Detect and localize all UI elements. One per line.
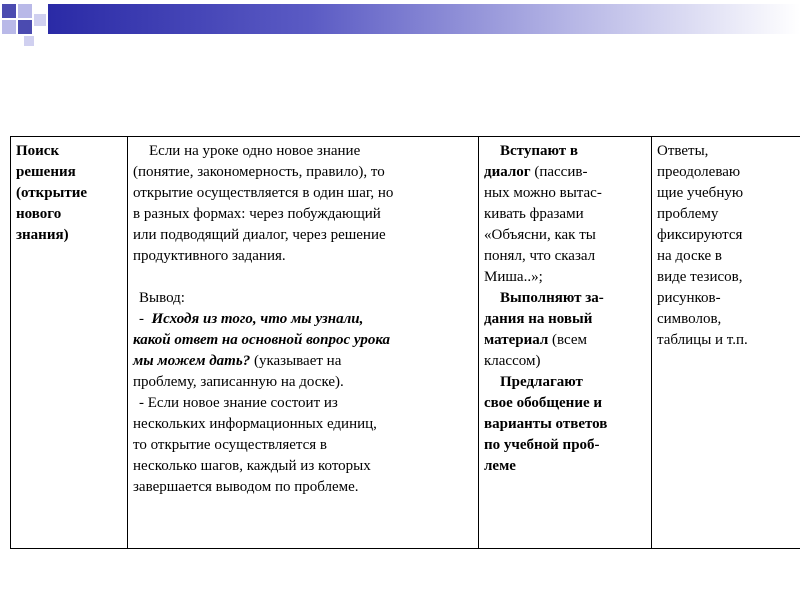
text-line: проблему <box>657 206 719 222</box>
header-gradient-bar <box>48 4 800 34</box>
table-row <box>11 137 800 549</box>
text-line: «Объясни, как ты <box>484 227 596 243</box>
decorative-square-dark <box>2 4 16 18</box>
text-line: Предлагают <box>500 374 583 390</box>
student-actions-cell <box>479 137 652 549</box>
decorative-square-light <box>18 4 32 18</box>
text-line: понял, что сказал <box>484 248 596 264</box>
text-line: или подводящий диалог, через решение <box>133 227 386 243</box>
question-text: мы можем дать? <box>133 353 251 369</box>
bold-text: материал <box>484 332 549 348</box>
text-line: ных можно вытас- <box>484 185 602 201</box>
stage-line: решения <box>16 164 76 180</box>
dash: - <box>139 311 144 327</box>
text-line: проблему, записанную на доске). <box>133 374 344 390</box>
question-line <box>133 309 473 330</box>
stage-line: нового <box>16 206 62 222</box>
text-line: завершается выводом по проблеме. <box>133 479 359 495</box>
spacer <box>133 267 473 288</box>
decorative-square-light <box>34 14 46 26</box>
stage-line: Поиск <box>16 143 60 159</box>
stage-line: знания) <box>16 227 69 243</box>
text-line: дания на новый <box>484 311 593 327</box>
text-line: леме <box>484 458 516 474</box>
text-line: (понятие, закономерность, правило), то <box>133 164 385 180</box>
text-line: свое обобщение и <box>484 395 603 411</box>
decorative-square-light <box>24 36 34 46</box>
header-decoration <box>0 0 800 48</box>
text-line: Вступают в <box>500 143 578 159</box>
text-line: преодолеваю <box>657 164 741 180</box>
text-line <box>484 162 646 183</box>
text-line: варианты ответов <box>484 416 608 432</box>
text-line: щие учебную <box>657 185 744 201</box>
text-line: - Если новое знание состоит из <box>139 395 338 411</box>
text-line: таблицы и т.п. <box>657 332 748 348</box>
text-line: продуктивного задания. <box>133 248 286 264</box>
teacher-actions-cell <box>128 137 479 549</box>
text-line: виде тезисов, <box>657 269 743 285</box>
plain-text: (пассив- <box>530 164 588 180</box>
text-line: открытие осуществляется в один шаг, но <box>133 185 394 201</box>
text-line: нескольких информационных единиц, <box>133 416 377 432</box>
stage-cell <box>11 137 128 549</box>
decorative-square-dark <box>18 20 32 34</box>
text-line: фиксируются <box>657 227 743 243</box>
question-line <box>133 351 473 372</box>
decorative-square-light <box>2 20 16 34</box>
text-line: рисунков- <box>657 290 721 306</box>
text-line: кивать фразами <box>484 206 584 222</box>
text-line: Ответы, <box>657 143 709 159</box>
text-line: символов, <box>657 311 722 327</box>
text-line: по учебной проб- <box>484 437 600 453</box>
bold-text: диалог <box>484 164 531 180</box>
text-line: Миша..»; <box>484 269 543 285</box>
text-line: Если на уроке одно новое знание <box>149 143 361 159</box>
text-line: классом) <box>484 353 541 369</box>
text-line: на доске в <box>657 248 723 264</box>
stage-line: (открытие <box>16 185 88 201</box>
text-line: то открытие осуществляется в <box>133 437 328 453</box>
text-line: в разных формах: через побуждающий <box>133 206 381 222</box>
question-line: какой ответ на основной вопрос урока <box>133 332 391 348</box>
lesson-table <box>10 136 800 549</box>
text-line <box>484 330 646 351</box>
plain-text: (всем <box>548 332 588 348</box>
text-line: Выполняют за- <box>500 290 604 306</box>
conclusion-label: Вывод: <box>139 290 185 306</box>
result-cell <box>652 137 800 549</box>
text-line: несколько шагов, каждый из которых <box>133 458 371 474</box>
question-note: (указывает на <box>250 353 342 369</box>
question-text: Исходя из того, что мы узнали, <box>151 311 364 327</box>
